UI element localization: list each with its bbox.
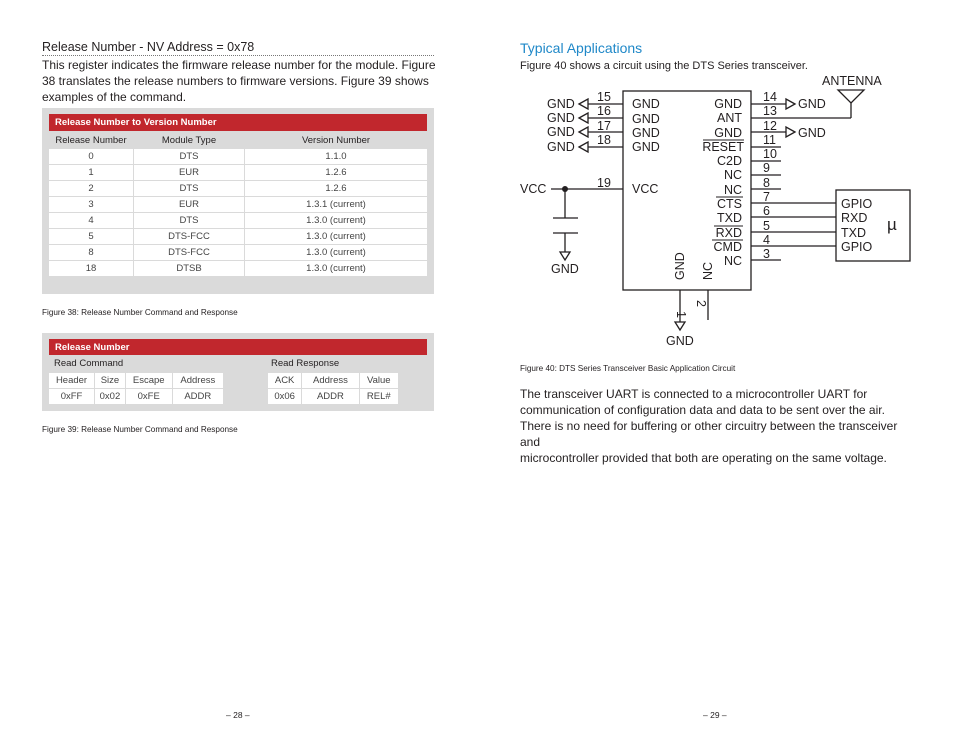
table-cell: 1.2.6 — [245, 181, 427, 196]
table-cell: Size — [95, 373, 125, 388]
pin-number: 6 — [763, 204, 770, 218]
pin-number: 18 — [597, 133, 611, 147]
table-cell: DTSB — [134, 261, 244, 276]
microcontroller-symbol: µ — [887, 215, 897, 234]
table-cell: Header — [49, 373, 94, 388]
read-response-label: Read Response — [271, 358, 340, 369]
table-cell: ADDR — [302, 389, 358, 404]
pin-number: 4 — [763, 233, 770, 247]
table-cell: ACK — [268, 373, 301, 388]
junction-dot — [562, 186, 568, 192]
chip-pin-label: GND — [673, 252, 687, 280]
chip-pin-label: GND — [632, 140, 660, 154]
pin-number: 16 — [597, 104, 611, 118]
pin-number: 13 — [763, 104, 777, 118]
table-cell: 1.1.0 — [245, 149, 427, 164]
pin-number: 11 — [763, 133, 776, 147]
pin-number: 1 — [674, 311, 688, 318]
read-command-label: Read Command — [54, 358, 124, 369]
pin-label: GND — [666, 334, 694, 348]
table-cell: EUR — [134, 165, 244, 180]
chip-pin-label: CTS — [717, 197, 742, 211]
table-cell: DTS-FCC — [134, 229, 244, 244]
table-cell: 0 — [49, 149, 133, 164]
pin-label: GND — [547, 125, 575, 139]
mcu-pin-label: TXD — [841, 226, 866, 240]
section-heading: Release Number - NV Address = 0x78 — [42, 40, 255, 54]
ground-arrow-icon — [579, 99, 588, 109]
pin-label: GND — [547, 111, 575, 125]
chip-pin-label: TXD — [717, 211, 742, 225]
ground-arrow-icon — [786, 99, 795, 109]
pin-number: 19 — [597, 176, 611, 190]
table-cell: Address — [173, 373, 223, 388]
column-header: Version Number — [245, 133, 427, 148]
para-line: communication of configuration data and data to be sent over the air. — [520, 403, 885, 417]
ground-arrow-icon — [579, 142, 588, 152]
table-cell: 4 — [49, 213, 133, 228]
pin-label: GND — [551, 262, 579, 276]
table-cell: Escape — [126, 373, 172, 388]
table-cell: 8 — [49, 245, 133, 260]
chip-pin-label: RESET — [702, 140, 744, 154]
section-heading: Typical Applications — [520, 40, 643, 56]
chip-pin-label: NC — [723, 254, 742, 268]
ground-arrow-icon — [560, 252, 570, 260]
table-cell: DTS — [134, 149, 244, 164]
pin-label: GND — [798, 126, 826, 140]
chip-pin-label: GND — [714, 126, 742, 140]
mcu-pin-label: GPIO — [841, 240, 873, 254]
table-cell: 1.3.1 (current) — [245, 197, 427, 212]
mcu-pin-label: RXD — [841, 211, 868, 225]
pin-label: VCC — [520, 182, 547, 196]
pin-number: 2 — [694, 300, 708, 307]
chip-pin-label: GND — [714, 97, 742, 111]
pin-label: GND — [547, 97, 575, 111]
table-cell: 2 — [49, 181, 133, 196]
pin-number: 12 — [763, 119, 777, 133]
table-cell: Value — [360, 373, 398, 388]
table-cell: 1.3.0 (current) — [245, 213, 427, 228]
table-cell: 0xFE — [126, 389, 172, 404]
pin-number: 15 — [597, 90, 611, 104]
body-paragraph — [520, 386, 920, 466]
chip-pin-label: NC — [723, 183, 742, 197]
table-cell: 1.3.0 (current) — [245, 245, 427, 260]
table-cell: DTS — [134, 181, 244, 196]
figure-caption: Figure 38: Release Number Command and Response — [42, 308, 238, 317]
table-cell: ADDR — [173, 389, 223, 404]
mcu-pin-label: GPIO — [841, 197, 873, 211]
pin-number: 14 — [763, 90, 777, 104]
chip-pin-label: CMD — [713, 240, 742, 254]
para-line: examples of the command. — [42, 90, 187, 104]
table-title: Release Number — [49, 339, 427, 355]
table-cell: Address — [302, 373, 358, 388]
ground-arrow-icon — [675, 322, 685, 330]
chip-pin-label: GND — [632, 126, 660, 140]
table-cell: EUR — [134, 197, 244, 212]
pin-number: 5 — [763, 219, 770, 233]
pin-number: 17 — [597, 119, 611, 133]
table-cell: 3 — [49, 197, 133, 212]
antenna-label: ANTENNA — [822, 74, 882, 88]
para-line: There is no need for buffering or other circuitry between the transceiver and — [520, 419, 898, 449]
pin-label: GND — [798, 97, 826, 111]
table-cell: DTS-FCC — [134, 245, 244, 260]
figure-caption: Figure 39: Release Number Command and Response — [42, 425, 238, 434]
column-header: Module Type — [134, 133, 244, 148]
column-header: Release Number — [49, 133, 133, 148]
table-cell: 1.2.6 — [245, 165, 427, 180]
table-title: Release Number to Version Number — [49, 114, 427, 131]
para-line: The transceiver UART is connected to a microcontroller UART for — [520, 387, 868, 401]
table-cell: REL# — [360, 389, 398, 404]
table-cell: 1.3.0 (current) — [245, 261, 427, 276]
pin-label: GND — [547, 140, 575, 154]
page-number: – 28 – — [226, 710, 250, 720]
figure-caption: Figure 40: DTS Series Transceiver Basic Application Circuit — [520, 364, 736, 373]
chip-pin-label: C2D — [716, 154, 742, 168]
para-line: This register indicates the firmware release number for the module. Figure — [42, 58, 436, 72]
pin-number: 8 — [763, 176, 770, 190]
chip-pin-label: ANT — [717, 111, 742, 125]
table-cell: 5 — [49, 229, 133, 244]
chip-pin-label: VCC — [632, 182, 659, 196]
table-cell: 1 — [49, 165, 133, 180]
table-cell: 0xFF — [49, 389, 94, 404]
table-cell: 18 — [49, 261, 133, 276]
page-number: – 29 – — [703, 710, 727, 720]
chip-pin-label: RXD — [715, 226, 742, 240]
para-line: microcontroller provided that both are operating on the same voltage. — [520, 451, 887, 465]
pin-number: 10 — [763, 147, 777, 161]
chip-pin-label: GND — [632, 112, 660, 126]
pin-number: 7 — [763, 190, 770, 204]
chip-pin-label: NC — [723, 168, 742, 182]
pin-number: 3 — [763, 247, 770, 261]
intro-sentence: Figure 40 shows a circuit using the DTS Series transceiver. — [520, 60, 808, 72]
ground-arrow-icon — [786, 127, 795, 137]
para-line: 38 translates the release numbers to firmware versions. Figure 39 shows — [42, 74, 429, 88]
ground-arrow-icon — [579, 127, 588, 137]
chip-pin-label: GND — [632, 97, 660, 111]
table-cell: 0x06 — [268, 389, 301, 404]
table-cell: DTS — [134, 213, 244, 228]
table-cell: 0x02 — [95, 389, 125, 404]
chip-pin-label: NC — [701, 261, 715, 280]
pin-number: 9 — [763, 161, 770, 175]
table-cell: 1.3.0 (current) — [245, 229, 427, 244]
ground-arrow-icon — [579, 113, 588, 123]
